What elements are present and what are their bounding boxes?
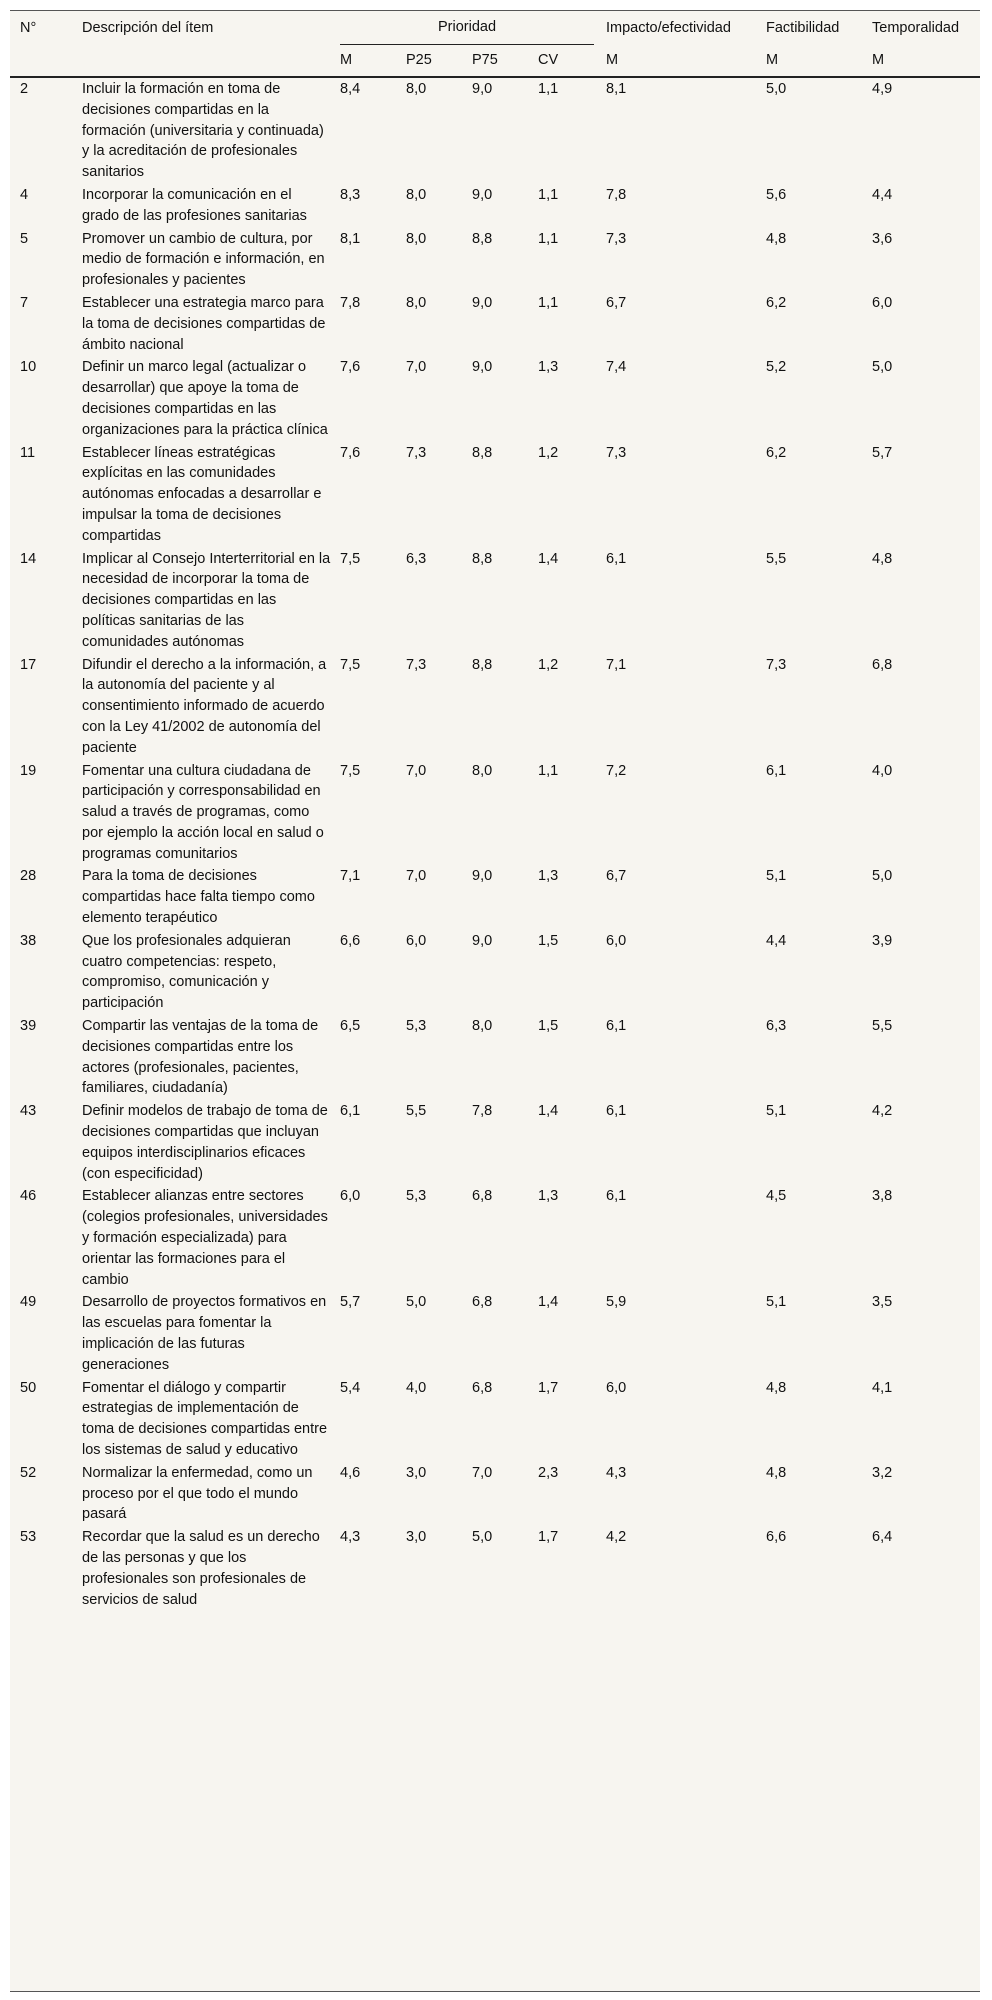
cell-desc: Establecer líneas estratégicas explícitas en las comunidades autónomas enfocadas a desarrollar e impulsar la toma de decisiones compartidas <box>82 444 322 544</box>
cell-prio-p75: 6,8 <box>472 1188 493 1205</box>
table-row <box>10 228 980 292</box>
cell-impacto: 4,2 <box>606 1529 627 1546</box>
cell-temporalidad: 4,1 <box>872 1379 893 1396</box>
cell-factibilidad: 7,3 <box>766 656 787 673</box>
cell-prio-p25: 8,0 <box>406 81 427 97</box>
cell-prio-p75: 9,0 <box>472 359 493 376</box>
cell-desc: Normalizar la enfermedad, como un proceso por el que todo el mundo pasará <box>82 1464 313 1523</box>
cell-prio-m: 4,6 <box>340 1464 361 1481</box>
cell-prio-cv: 1,4 <box>538 550 559 567</box>
cell-prio-m: 6,1 <box>340 1103 361 1120</box>
cell-prio-p25: 7,0 <box>406 359 427 376</box>
cell-prio-cv: 2,3 <box>538 1464 559 1481</box>
cell-prio-p25: 7,3 <box>406 444 427 461</box>
cell-impacto: 7,8 <box>606 186 627 203</box>
cell-num: 14 <box>20 550 37 567</box>
table-row <box>10 865 980 929</box>
cell-prio-p75: 8,8 <box>472 444 493 461</box>
header-imp-m: M <box>606 45 766 77</box>
cell-prio-p25: 7,0 <box>406 762 427 779</box>
table-container <box>10 10 980 1992</box>
table-row <box>10 1462 980 1526</box>
cell-prio-m: 7,5 <box>340 550 361 567</box>
cell-prio-m: 5,4 <box>340 1379 361 1396</box>
cell-num: 38 <box>20 932 37 949</box>
cell-impacto: 7,4 <box>606 359 627 376</box>
cell-prio-p75: 6,8 <box>472 1379 493 1396</box>
cell-temporalidad: 5,0 <box>872 868 893 885</box>
cell-impacto: 6,1 <box>606 550 627 567</box>
cell-prio-m: 8,1 <box>340 230 361 247</box>
header-factibilidad: Factibilidad <box>766 19 840 36</box>
cell-prio-m: 7,8 <box>340 294 361 311</box>
table-row <box>10 442 980 548</box>
cell-prio-m: 6,5 <box>340 1018 361 1035</box>
header-prio-p75: P75 <box>472 45 538 77</box>
cell-temporalidad: 5,7 <box>872 444 893 461</box>
cell-num: 28 <box>20 868 37 885</box>
table-row <box>10 930 980 1015</box>
cell-prio-cv: 1,7 <box>538 1379 559 1396</box>
header-row-2 <box>10 45 980 77</box>
cell-temporalidad: 3,6 <box>872 230 893 247</box>
cell-num: 11 <box>20 444 36 461</box>
cell-prio-m: 7,5 <box>340 656 361 673</box>
cell-prio-m: 8,4 <box>340 81 361 97</box>
cell-factibilidad: 5,2 <box>766 359 787 376</box>
cell-prio-p25: 3,0 <box>406 1464 427 1481</box>
cell-prio-cv: 1,1 <box>538 762 559 779</box>
cell-prio-p75: 8,8 <box>472 230 493 247</box>
cell-factibilidad: 5,1 <box>766 1294 787 1311</box>
cell-desc: Implicar al Consejo Interterritorial en la necesidad de incorporar la toma de decisiones compartidas en las políticas sanitarias de las comunidades autónomas <box>82 550 331 650</box>
cell-num: 53 <box>20 1529 37 1546</box>
table-row <box>10 548 980 654</box>
cell-prio-cv: 1,3 <box>538 359 559 376</box>
cell-temporalidad: 6,0 <box>872 294 893 311</box>
table-body <box>10 77 980 1611</box>
cell-prio-cv: 1,7 <box>538 1529 559 1546</box>
cell-prio-p75: 8,0 <box>472 1018 493 1035</box>
cell-prio-p75: 8,8 <box>472 656 493 673</box>
cell-prio-p75: 9,0 <box>472 932 493 949</box>
cell-prio-m: 7,6 <box>340 444 361 461</box>
cell-desc: Definir modelos de trabajo de toma de decisiones compartidas que incluyan equipos interdisciplinarios eficaces (con especificidad) <box>82 1103 328 1182</box>
cell-prio-cv: 1,1 <box>538 294 559 311</box>
cell-impacto: 7,3 <box>606 230 627 247</box>
cell-factibilidad: 6,3 <box>766 1018 787 1035</box>
cell-temporalidad: 4,8 <box>872 550 893 567</box>
header-blank <box>10 45 82 77</box>
cell-num: 17 <box>20 656 37 673</box>
cell-factibilidad: 5,0 <box>766 81 787 97</box>
header-prio-p25: P25 <box>406 45 472 77</box>
cell-temporalidad: 4,0 <box>872 762 893 779</box>
cell-prio-p75: 9,0 <box>472 868 493 885</box>
cell-prio-p75: 9,0 <box>472 81 493 97</box>
cell-desc: Desarrollo de proyectos formativos en las escuelas para fomentar la implicación de las futuras generaciones <box>82 1294 327 1373</box>
cell-desc: Fomentar una cultura ciudadana de participación y corresponsabilidad en salud a través de programas, como por ejemplo la acción local en salud o programas comunitarios <box>82 762 324 862</box>
cell-desc: Difundir el derecho a la información, a la autonomía del paciente y al consentimiento informado de acuerdo con la Ley 41/2002 de autonomía del paciente <box>82 656 327 756</box>
header-prio-m: M <box>340 45 406 77</box>
header-desc: Descripción del ítem <box>82 19 214 36</box>
cell-prio-p25: 6,3 <box>406 550 427 567</box>
cell-prio-p75: 7,0 <box>472 1464 493 1481</box>
cell-factibilidad: 6,6 <box>766 1529 787 1546</box>
header-row-1 <box>10 11 980 45</box>
cell-num: 10 <box>20 359 37 376</box>
cell-temporalidad: 6,8 <box>872 656 893 673</box>
cell-prio-p25: 4,0 <box>406 1379 427 1396</box>
cell-temporalidad: 3,8 <box>872 1188 893 1205</box>
cell-prio-p25: 5,0 <box>406 1294 427 1311</box>
cell-impacto: 7,1 <box>606 656 627 673</box>
cell-prio-m: 8,3 <box>340 186 361 203</box>
cell-desc: Que los profesionales adquieran cuatro competencias: respeto, compromiso, comunicación y participación <box>82 932 291 1012</box>
cell-num: 39 <box>20 1018 37 1035</box>
cell-temporalidad: 3,2 <box>872 1464 893 1481</box>
cell-prio-cv: 1,5 <box>538 932 559 949</box>
cell-prio-p25: 5,5 <box>406 1103 427 1120</box>
header-num: N° <box>20 19 37 36</box>
cell-factibilidad: 4,5 <box>766 1188 787 1205</box>
cell-prio-p75: 9,0 <box>472 186 493 203</box>
cell-prio-m: 5,7 <box>340 1294 361 1311</box>
cell-factibilidad: 6,1 <box>766 762 787 779</box>
table-row <box>10 184 980 228</box>
table-row <box>10 1526 980 1611</box>
cell-impacto: 6,7 <box>606 294 627 311</box>
cell-prio-cv: 1,3 <box>538 1188 559 1205</box>
cell-prio-cv: 1,2 <box>538 444 559 461</box>
cell-impacto: 5,9 <box>606 1294 627 1311</box>
cell-num: 4 <box>20 186 29 203</box>
cell-factibilidad: 4,8 <box>766 230 787 247</box>
cell-impacto: 6,0 <box>606 932 627 949</box>
cell-temporalidad: 5,5 <box>872 1018 893 1035</box>
cell-desc: Promover un cambio de cultura, por medio de formación e información, en profesionales y pacientes <box>82 230 325 289</box>
cell-desc: Definir un marco legal (actualizar o desarrollar) que apoye la toma de decisiones compartidas en las organizaciones para la práctica clínica <box>82 359 328 438</box>
cell-prio-cv: 1,3 <box>538 868 559 885</box>
cell-num: 52 <box>20 1464 37 1481</box>
cell-impacto: 8,1 <box>606 81 627 97</box>
cell-prio-m: 7,5 <box>340 762 361 779</box>
cell-factibilidad: 6,2 <box>766 294 787 311</box>
table-row <box>10 1185 980 1291</box>
cell-impacto: 6,1 <box>606 1018 627 1035</box>
items-table <box>10 11 980 1611</box>
header-fac-m: M <box>766 45 872 77</box>
cell-prio-p75: 9,0 <box>472 294 493 311</box>
cell-prio-p25: 5,3 <box>406 1018 427 1035</box>
cell-prio-p75: 7,8 <box>472 1103 493 1120</box>
cell-prio-cv: 1,4 <box>538 1294 559 1311</box>
cell-prio-p25: 8,0 <box>406 294 427 311</box>
cell-factibilidad: 6,2 <box>766 444 787 461</box>
cell-temporalidad: 5,0 <box>872 359 893 376</box>
cell-factibilidad: 5,1 <box>766 868 787 885</box>
cell-impacto: 6,1 <box>606 1188 627 1205</box>
table-row <box>10 760 980 866</box>
cell-impacto: 6,7 <box>606 868 627 885</box>
cell-temporalidad: 3,9 <box>872 932 893 949</box>
cell-factibilidad: 4,8 <box>766 1379 787 1396</box>
cell-num: 7 <box>20 294 29 311</box>
header-prio-cv: CV <box>538 45 606 77</box>
header-prioridad-label: Prioridad <box>340 17 594 45</box>
cell-prio-p25: 5,3 <box>406 1188 427 1205</box>
cell-prio-p25: 6,0 <box>406 932 427 949</box>
cell-prio-p75: 6,8 <box>472 1294 493 1311</box>
cell-num: 43 <box>20 1103 37 1120</box>
cell-prio-p25: 8,0 <box>406 230 427 247</box>
header-temporalidad: Temporalidad <box>872 19 960 36</box>
header-impacto: Impacto/efectividad <box>606 19 731 36</box>
cell-prio-cv: 1,5 <box>538 1018 559 1035</box>
table-row <box>10 1015 980 1100</box>
cell-prio-p25: 3,0 <box>406 1529 427 1546</box>
cell-prio-m: 6,6 <box>340 932 361 949</box>
cell-desc: Incluir la formación en toma de decisiones compartidas en la formación (universitaria y continuada) y la acreditación de profesionales sanitarios <box>82 81 324 181</box>
table-row <box>10 1100 980 1185</box>
cell-temporalidad: 4,4 <box>872 186 893 203</box>
cell-impacto: 7,2 <box>606 762 627 779</box>
cell-temporalidad: 4,2 <box>872 1103 893 1120</box>
cell-num: 46 <box>20 1188 37 1205</box>
cell-prio-p75: 8,8 <box>472 550 493 567</box>
table-row <box>10 654 980 760</box>
cell-factibilidad: 5,1 <box>766 1103 787 1120</box>
cell-prio-m: 4,3 <box>340 1529 361 1546</box>
cell-temporalidad: 3,5 <box>872 1294 893 1311</box>
cell-factibilidad: 4,4 <box>766 932 787 949</box>
cell-impacto: 4,3 <box>606 1464 627 1481</box>
cell-desc: Establecer una estrategia marco para la toma de decisiones compartidas de ámbito nacional <box>82 294 326 353</box>
table-row <box>10 356 980 441</box>
cell-temporalidad: 6,4 <box>872 1529 893 1546</box>
cell-factibilidad: 5,6 <box>766 186 787 203</box>
cell-num: 49 <box>20 1294 37 1311</box>
cell-prio-p75: 8,0 <box>472 762 493 779</box>
cell-desc: Recordar que la salud es un derecho de las personas y que los profesionales son profesionales de servicios de salud <box>82 1529 320 1608</box>
cell-num: 5 <box>20 230 29 247</box>
cell-factibilidad: 4,8 <box>766 1464 787 1481</box>
cell-desc: Para la toma de decisiones compartidas hace falta tiempo como elemento terapéutico <box>82 868 315 927</box>
header-prioridad <box>340 11 606 45</box>
cell-temporalidad: 4,9 <box>872 81 893 97</box>
cell-impacto: 6,0 <box>606 1379 627 1396</box>
table-row <box>10 1291 980 1376</box>
header-blank <box>82 45 340 77</box>
cell-impacto: 6,1 <box>606 1103 627 1120</box>
cell-desc: Compartir las ventajas de la toma de decisiones compartidas entre los actores (profesionales, pacientes, familiares, ciudadanía) <box>82 1018 319 1097</box>
cell-prio-m: 6,0 <box>340 1188 361 1205</box>
cell-desc: Incorporar la comunicación en el grado de las profesiones sanitarias <box>82 186 307 224</box>
cell-factibilidad: 5,5 <box>766 550 787 567</box>
table-row <box>10 1377 980 1462</box>
cell-num: 50 <box>20 1379 37 1396</box>
table-row <box>10 77 980 184</box>
cell-impacto: 7,3 <box>606 444 627 461</box>
cell-prio-cv: 1,1 <box>538 81 559 97</box>
cell-prio-cv: 1,4 <box>538 1103 559 1120</box>
cell-desc: Fomentar el diálogo y compartir estrategias de implementación de toma de decisiones compartidas entre los sistemas de salud y educativo <box>82 1379 328 1458</box>
cell-prio-p25: 8,0 <box>406 186 427 203</box>
cell-desc: Establecer alianzas entre sectores (colegios profesionales, universidades y formación especializada) para orientar las formaciones para el cambio <box>82 1188 328 1288</box>
header-tem-m: M <box>872 45 980 77</box>
cell-prio-m: 7,6 <box>340 359 361 376</box>
cell-prio-p25: 7,0 <box>406 868 427 885</box>
cell-num: 19 <box>20 762 37 779</box>
cell-prio-p25: 7,3 <box>406 656 427 673</box>
cell-prio-p75: 5,0 <box>472 1529 493 1546</box>
table-row <box>10 292 980 356</box>
cell-num: 2 <box>20 81 29 97</box>
cell-prio-cv: 1,2 <box>538 656 559 673</box>
cell-prio-cv: 1,1 <box>538 186 559 203</box>
table-header <box>10 11 980 77</box>
cell-prio-m: 7,1 <box>340 868 361 885</box>
cell-prio-cv: 1,1 <box>538 230 559 247</box>
